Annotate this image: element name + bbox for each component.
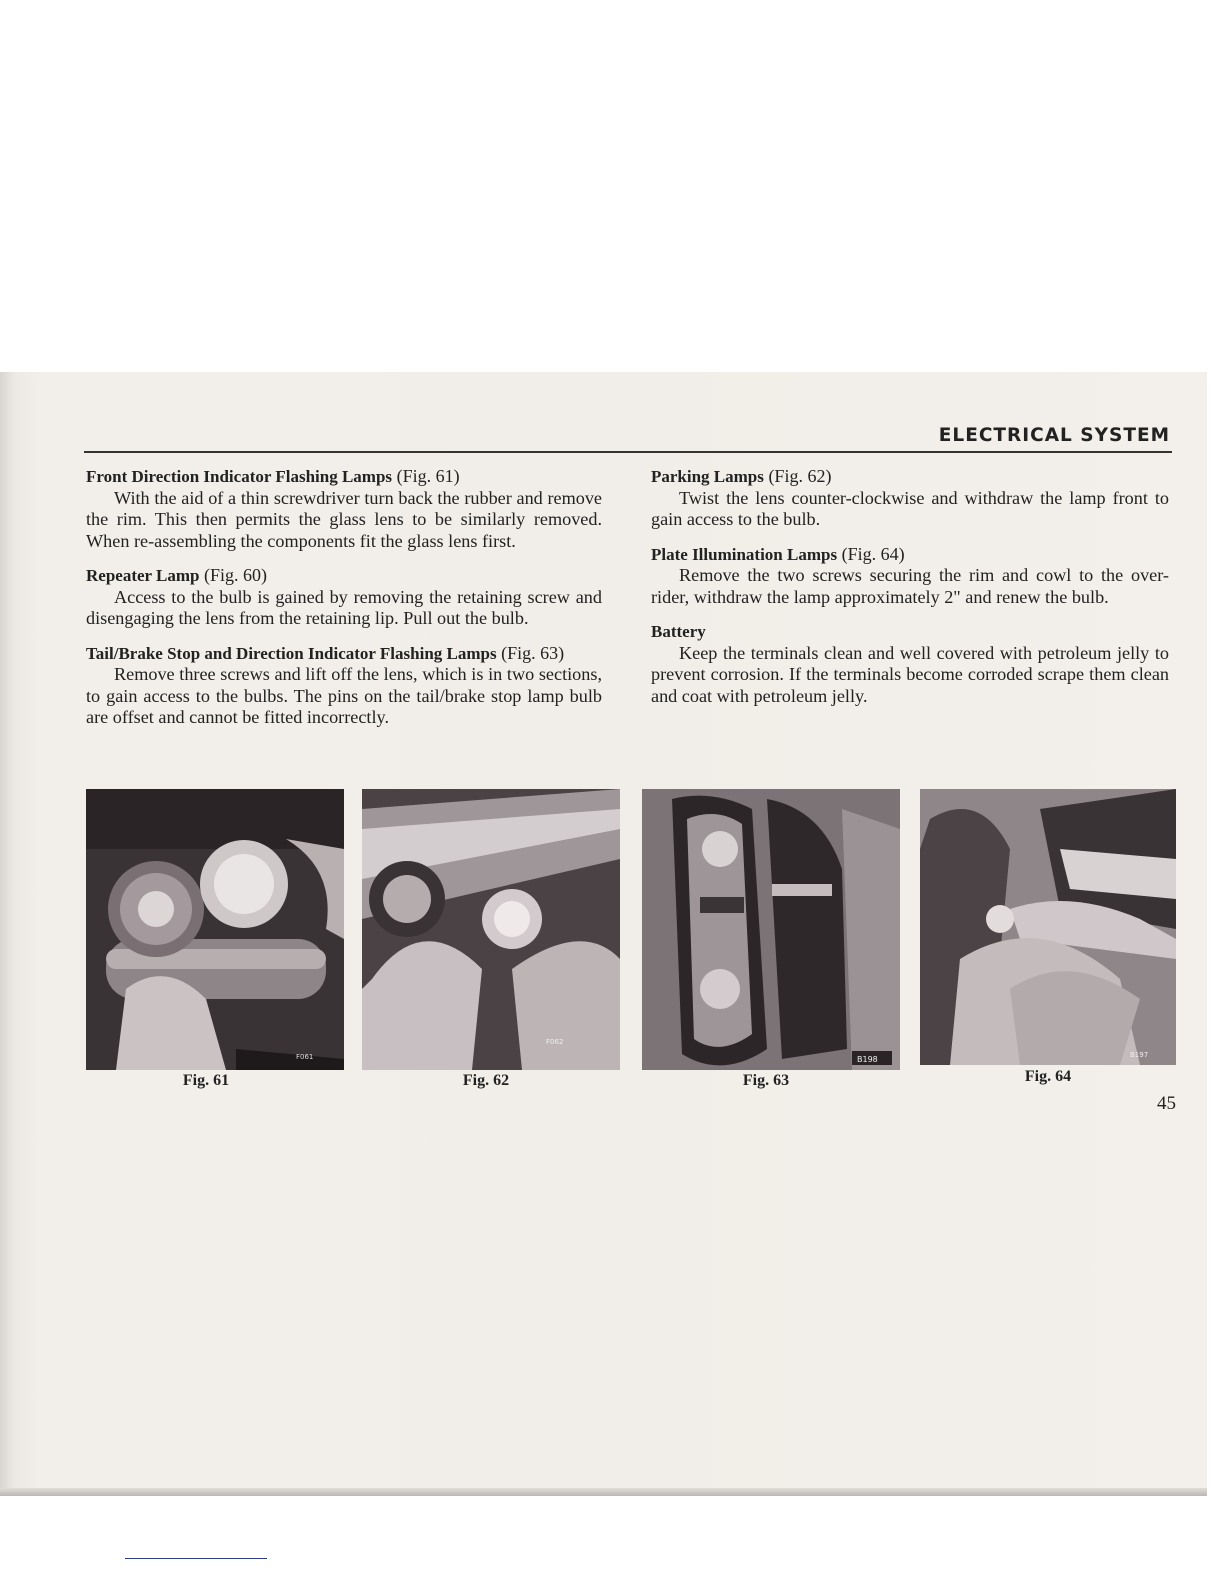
section-title: Repeater Lamp bbox=[86, 566, 200, 585]
figure-code: B198 bbox=[857, 1055, 878, 1064]
figure-64-photo bbox=[920, 789, 1176, 1065]
figure-63-photo bbox=[642, 789, 900, 1070]
figure-61 bbox=[86, 789, 344, 1089]
figure-reference: (Fig. 60) bbox=[204, 565, 268, 585]
figure-caption: Fig. 64 bbox=[1024, 1068, 1072, 1085]
figure-reference: (Fig. 64) bbox=[841, 543, 905, 564]
figure-62-photo bbox=[362, 789, 620, 1070]
figure-62 bbox=[362, 789, 620, 1089]
section-title: Parking Lamps bbox=[651, 467, 764, 486]
section-plate-illumination bbox=[651, 544, 1169, 609]
figure-61-photo bbox=[86, 789, 344, 1070]
section-title: Battery bbox=[651, 622, 706, 641]
figure-strip bbox=[84, 789, 1176, 1089]
section-repeater-lamp bbox=[86, 565, 602, 630]
section-header-title: ELECTRICAL SYSTEM bbox=[938, 425, 1170, 446]
figure-reference: (Fig. 62) bbox=[768, 466, 832, 486]
section-body: Remove the two screws securing the rim and cowl to the over-rider, withdraw the lamp approximately 2" and renew the bulb. bbox=[651, 565, 1169, 607]
figure-caption: Fig. 61 bbox=[182, 1072, 230, 1089]
figure-64 bbox=[920, 789, 1176, 1089]
left-text-column bbox=[86, 466, 602, 742]
section-body: Keep the terminals clean and well covered with petroleum jelly to prevent corrosion. If the terminals become corroded scrape them clean and coat with petroleum jelly. bbox=[651, 642, 1169, 706]
figure-63 bbox=[642, 789, 900, 1089]
section-body: With the aid of a thin screwdriver turn back the rubber and remove the rim. This then permits the glass lens to be similarly removed. When re-assembling the components fit the glass lens first. bbox=[86, 487, 602, 551]
page-number: 45 bbox=[1157, 1093, 1176, 1114]
right-text-column bbox=[651, 466, 1169, 720]
section-tail-brake-stop bbox=[86, 643, 602, 729]
section-body: Remove three screws and lift off the lens, which is in two sections, to gain access to the bulbs. The pins on the tail/brake stop lamp bulb are offset and cannot be fitted incorrectly. bbox=[86, 664, 602, 727]
figure-reference: (Fig. 61) bbox=[396, 466, 460, 486]
figure-code: F061 bbox=[296, 1053, 314, 1061]
figure-code: F062 bbox=[546, 1038, 564, 1046]
figure-caption: Fig. 63 bbox=[742, 1072, 790, 1089]
section-title: Tail/Brake Stop and Direction Indicator Flashing Lamps bbox=[86, 643, 497, 663]
section-body: Access to the bulb is gained by removing the retaining screw and disengaging the lens from the retaining lip. Pull out the bulb. bbox=[86, 586, 602, 628]
header-rule bbox=[84, 451, 1172, 453]
section-front-direction-indicator bbox=[86, 466, 602, 552]
figure-reference: (Fig. 63) bbox=[501, 642, 565, 663]
section-title: Plate Illumination Lamps bbox=[651, 544, 838, 564]
figure-code: B197 bbox=[1130, 1051, 1149, 1059]
section-parking-lamps bbox=[651, 466, 1169, 531]
footnote-rule bbox=[125, 1558, 267, 1559]
section-title: Front Direction Indicator Flashing Lamps bbox=[86, 467, 393, 486]
section-body: Twist the lens counter-clockwise and withdraw the lamp front to gain access to the bulb. bbox=[651, 487, 1169, 529]
section-battery bbox=[651, 621, 1169, 707]
figure-caption: Fig. 62 bbox=[462, 1072, 510, 1089]
